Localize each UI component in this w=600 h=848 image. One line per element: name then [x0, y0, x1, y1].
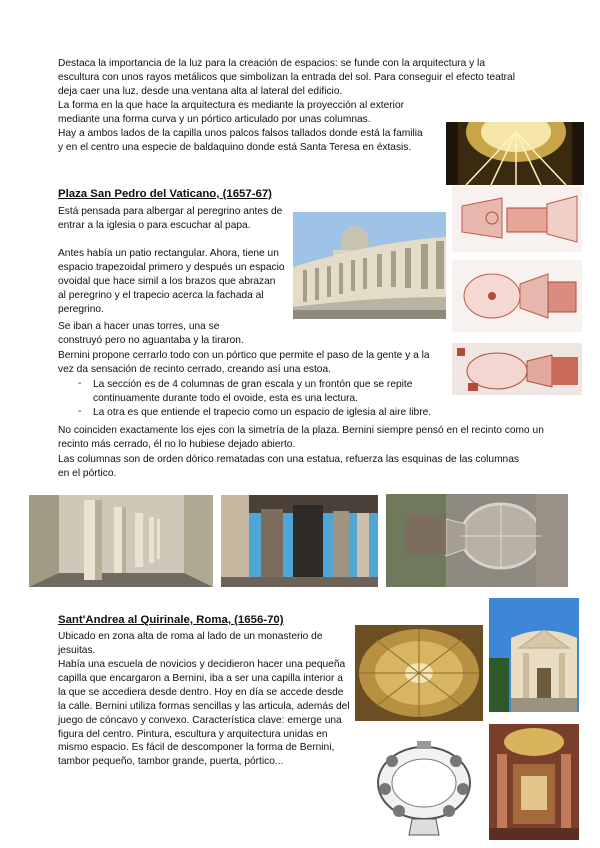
santa-teresa-light-photo — [446, 122, 584, 185]
bullet-dash: - — [78, 378, 82, 389]
andrea-altar-photo — [489, 724, 579, 840]
plaza-plan-3 — [452, 343, 582, 395]
plaza-paragraph-3: Se iban a hacer unas torres, una se construyó pero no aguantaba y la tiraron. — [58, 321, 244, 346]
plaza-heading: Plaza San Pedro del Vaticano, (1657-67) — [58, 188, 272, 200]
plaza-paragraph-5: No coinciden exactamente los ejes con la simetría de la plaza. Bernini siempre pensó en el recinto como un recinto más cerrado, él no lo hubiese dejado abierto. — [58, 425, 544, 450]
andrea-paragraph-2: Había una escuela de novicios y decidieron hacer una pequeña capilla que encargaron a Bernini, iba a ser una capilla interior a la que se accediera desde dentro. Hoy en día se accede desde la calle. Bernini utiliza formas sencillas y las articula, además del juego de cóncavo y convexo. Característica clave: emerge una figura del centro. Pintura, escultura y arquitectura unidas en mismo espacio. Es fácil de descomponer la forma de Bernini, tambor pequeño, tambor grande, puerta, pórtico... — [58, 659, 350, 768]
plaza-bullet-2: La otra es que entiende el trapecio como un espacio de iglesia al aire libre. — [93, 407, 432, 418]
plaza-paragraph-1: Está pensada para albergar al peregrino antes de entrar a la iglesia o para escuchar al papa. — [58, 206, 283, 231]
intro-paragraph-2: La forma en la que hace la arquitectura es mediante la proyección al exterior mediante una forma curva y un pórtico articulado por unas columnas. — [58, 100, 405, 125]
plaza-paragraph-4: Bernini propone cerrarlo todo con un pórtico que permite el paso de la gente y a la vez da sensación de recinto cerrado, creando así una estoa. — [58, 350, 430, 375]
plaza-bullet-1: La sección es de 4 columnas de gran escala y un frontón que se repite continuamente durante todo el ovoide, esta es una lectura. — [93, 379, 413, 404]
andrea-plan-drawing — [367, 731, 482, 839]
plaza-plan-2 — [452, 260, 582, 332]
andrea-paragraph-1: Ubicado en zona alta de roma al lado de un monasterio de jesuitas. — [58, 631, 323, 656]
plaza-plan-1 — [452, 186, 582, 252]
columns-sky-photo — [221, 495, 378, 587]
colonnade-interior-photo — [29, 495, 213, 587]
andrea-dome-photo — [355, 625, 483, 721]
colonnade-photo — [293, 212, 446, 319]
plaza-aerial-photo — [386, 494, 568, 587]
andrea-facade-photo — [489, 598, 579, 712]
bullet-dash: - — [78, 406, 82, 417]
plaza-paragraph-6: Las columnas son de orden dórico rematadas con una estatua, refuerza las esquinas de las columnas en el pórtico. — [58, 454, 519, 479]
intro-paragraph-3: Hay a ambos lados de la capilla unos palcos falsos tallados donde está la familia y en el centro una especie de baldaquino donde está Santa Teresa en éxtasis. — [58, 128, 423, 153]
intro-paragraph-1: Destaca la importancia de la luz para la creación de espacios: se funde con la arquitectura y la escultura con unos rayos metálicos que simbolizan la entrada del sol. Para conseguir el efecto teatral deja caer una luz, desde una ventana alta al lateral del edificio. — [58, 58, 515, 97]
plaza-paragraph-2: Antes había un patio rectangular. Ahora, tiene un espacio trapezoidal primero y después un espacio ovoidal que hace simil a los brazos que abrazan al peregrino y el trapecio acerca la fachada al peregrino. — [58, 248, 285, 315]
andrea-heading: Sant'Andrea al Quirinale, Roma, (1656-70) — [58, 614, 284, 626]
